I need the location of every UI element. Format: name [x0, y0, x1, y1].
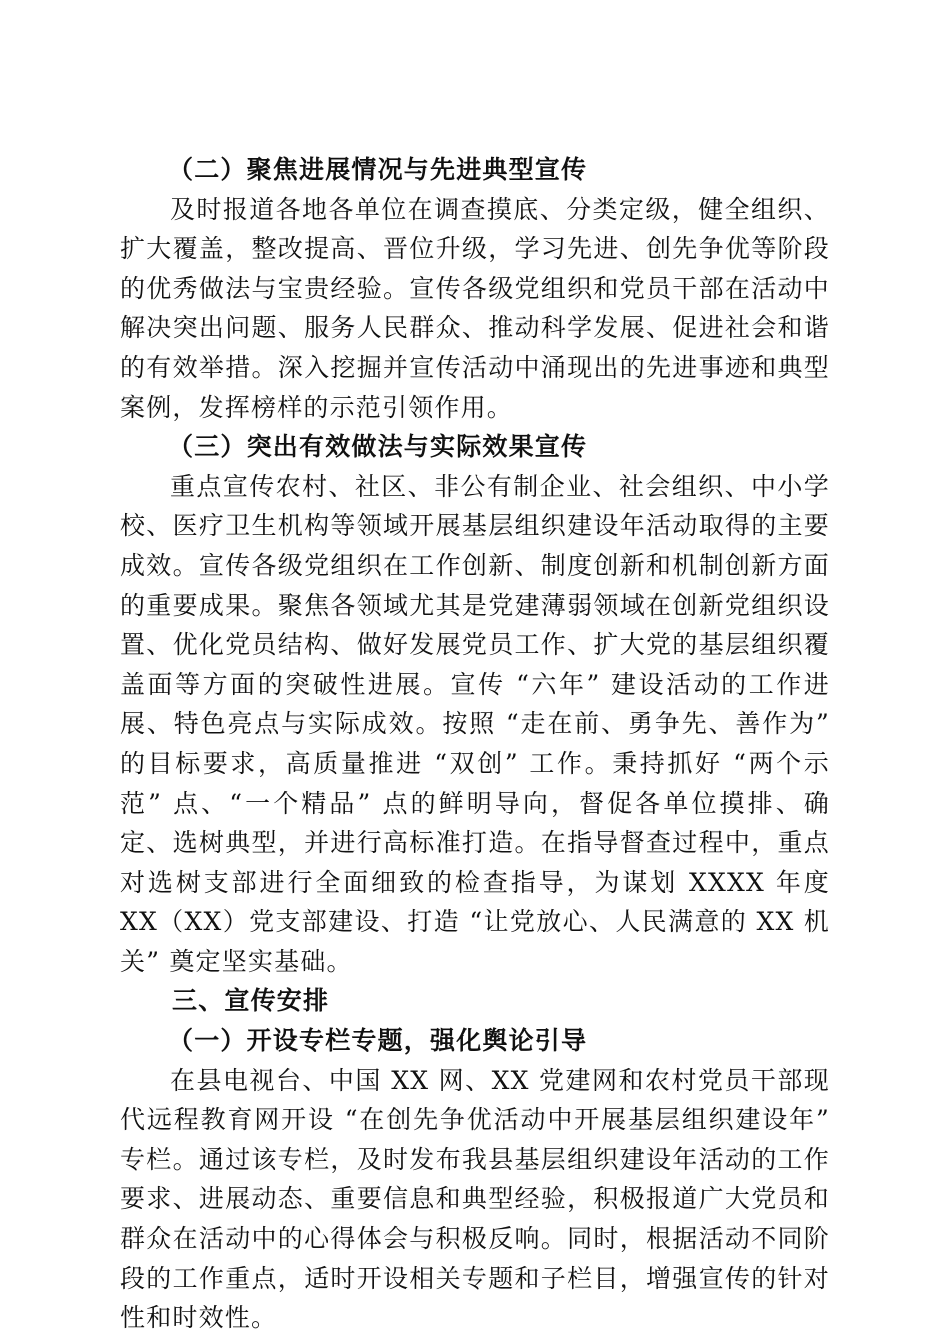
paragraph-special-columns: 在县电视台、中国 XX 网、XX 党建网和农村党员干部现代远程教育网开设 “在创先争优活动中开展基层组织建设年” 专栏。通过该专栏，及时发布我县基层组织建设年活动的工作要求、进展动态、重要信息和典型经验，积极报道广大党员和群众在活动中的心得体会与积极反响。同时，根据活动不同阶段的工作重点，适时开设相关专题和子栏目，增强宣传的针对性和时效性。: [120, 1065, 830, 1333]
document-body: [120, 150, 830, 1338]
subheading-effective-practices: （三）突出有效做法与实际效果宣传: [168, 432, 588, 462]
subheading-special-columns: （一）开设专栏专题，强化舆论引导: [168, 1026, 588, 1056]
paragraph-progress-reporting: 及时报道各地各单位在调查摸底、分类定级，健全组织、扩大覆盖，整改提高、晋位升级，学习先进、创先争优等阶段的优秀做法与宝贵经验。宣传各级党组织和党员干部在活动中解决突出问题、服务人民群众、推动科学发展、促进社会和谐的有效举措。深入挖掘并宣传活动中涌现出的先进事迹和典型案例，发挥榜样的示范引领作用。: [120, 194, 830, 422]
subheading-focus-progress: （二）聚焦进展情况与先进典型宣传: [168, 155, 588, 184]
paragraph-achievements: 重点宣传农村、社区、非公有制企业、社会组织、中小学校、医疗卫生机构等领域开展基层组织建设年活动取得的主要成效。宣传各级党组织在工作创新、制度创新和机制创新方面的重要成果。聚焦各领域尤其是党建薄弱领域在创新党组织设置、优化党员结构、做好发展党员工作、扩大党的基层组织覆盖面等方面的突破性进展。宣传 “六年” 建设活动的工作进展、特色亮点与实际成效。按照 “走在前、勇争先、善作为” 的目标要求，高质量推进 “双创” 工作。秉持抓好 “两个示范” 点、“一个精品” 点的鲜明导向，督促各单位摸排、确定、选树典型，并进行高标准打造。在指导督查过程中，重点对选树支部进行全面细致的检查指导，为谋划 XXXX 年度 XX（XX）党支部建设、打造 “让党放心、人民满意的 XX 机关” 奠定坚实基础。: [120, 471, 830, 976]
section-heading-publicity-arrangement: 三、宣传安排: [172, 986, 330, 1016]
